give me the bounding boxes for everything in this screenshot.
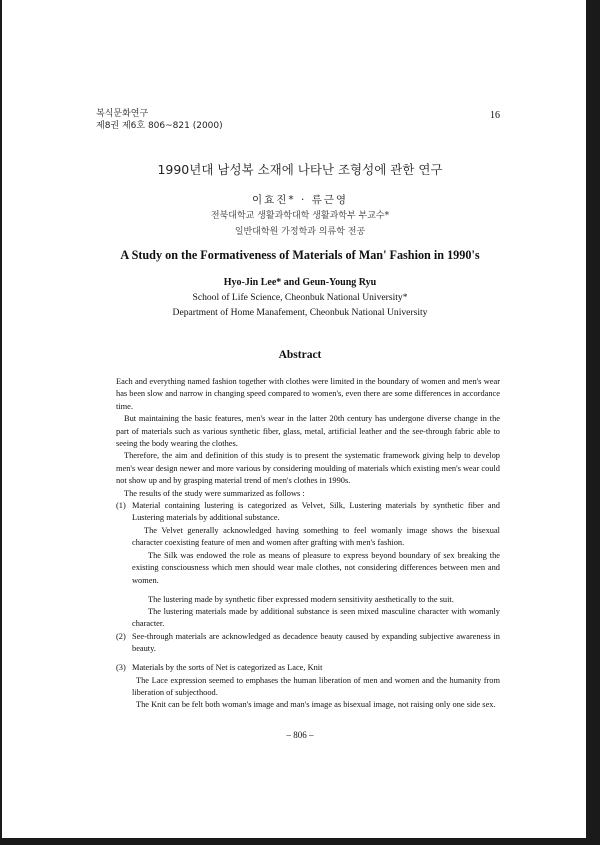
result-sub-paragraph: The lustering made by synthetic fiber expressed modern sensitivity aesthetically to the suit. [148, 594, 454, 604]
result-item-2 [116, 631, 500, 656]
korean-authors: 이효진* · 류근영 [251, 194, 349, 206]
page-number: 16 [490, 110, 500, 121]
korean-affiliation-2: 일반대학원 가정학과 의류학 전공 [234, 227, 366, 237]
abstract-heading: Abstract [278, 349, 322, 361]
result-sub-paragraph: The Velvet generally acknowledged having something to feel womanly image shows the bisexual character coexisting feature of men and women after grafting with men's fashion. [132, 525, 500, 548]
scan-edge-right [586, 0, 600, 845]
abstract-paragraph: Each and everything named fashion together with clothes were limited in the boundary of women and men's wear has been slow and narrow in changing speed compared to women's, even there are some differences in accordance time. [116, 377, 500, 411]
scan-edge-left [0, 0, 2, 845]
english-affiliation-2: Department of Home Manafement, Cheonbuk National University [172, 307, 428, 318]
result-sub-paragraph: The lustering materials made by additional substance is seen mixed masculine character with womanly character. [132, 606, 500, 629]
english-title: A Study on the Formativeness of Materials of Man' Fashion in 1990's [120, 248, 480, 262]
english-affiliation-1: School of Life Science, Cheonbuk National University* [192, 292, 408, 303]
journal-name: 복식문화연구 [96, 109, 149, 119]
result-sub-paragraph: The Knit can be felt both woman's image and man's image as bisexual image, not raising only one side sex. [136, 700, 496, 710]
result-item-number: (3) [116, 663, 126, 673]
abstract-body [116, 376, 500, 712]
journal-header [96, 108, 223, 132]
korean-affiliation-1: 전북대학교 생활과학대학 생활과학부 부교수* [210, 211, 390, 221]
result-item-3 [116, 662, 500, 674]
footer-page-number: – 806 – [286, 730, 314, 740]
english-authors: Hyo-Jin Lee* and Geun-Young Ryu [223, 277, 377, 288]
result-item-text: Materials by the sorts of Net is categorized as Lace, Knit [132, 663, 323, 673]
result-sub-paragraph: The Lace expression seemed to emphases the human liberation of men and women and the humanity from liberation of subjecthood. [132, 675, 500, 697]
result-sub-paragraph: The Silk was endowed the role as means of pleasure to express beyond boundary of sex breaking the existing consciousness which men should wear male clothes, not considering differences between men and women. [132, 550, 500, 585]
journal-volume-info: 제8권 제6호 806~821 (2000) [96, 121, 223, 131]
result-item-number: (2) [116, 631, 126, 641]
result-item-text: Material containing lustering is categorized as Velvet, Silk, Lustering materials by synthetic fiber and Lustering materials by additional substance. [132, 501, 500, 523]
scan-edge-bottom [0, 838, 600, 845]
result-item-text: See-through materials are acknowledged as decadence beauty caused by expanding subjective awareness in beauty. [132, 631, 500, 654]
result-item-1 [116, 500, 500, 525]
result-item-number: (1) [116, 501, 126, 511]
abstract-paragraph: The results of the study were summarized as follows : [124, 488, 305, 498]
abstract-paragraph: But maintaining the basic features, men's wear in the latter 20th century has undergone diverse change in the part of materials such as various synthetic fiber, glass, metal, artificial leather and the see-through fabric able to seeing the body wearing the clothes. [116, 414, 500, 449]
abstract-paragraph: Therefore, the aim and definition of this study is to present the systematic framework giving help to develop men's wear design newer and more various by considering moulding of materials which existing men's wear could not show up and by grasping material trend of men's clothes in 1990s. [116, 451, 500, 486]
korean-title: 1990년대 남성복 소재에 나타난 조형성에 관한 연구 [157, 162, 443, 177]
